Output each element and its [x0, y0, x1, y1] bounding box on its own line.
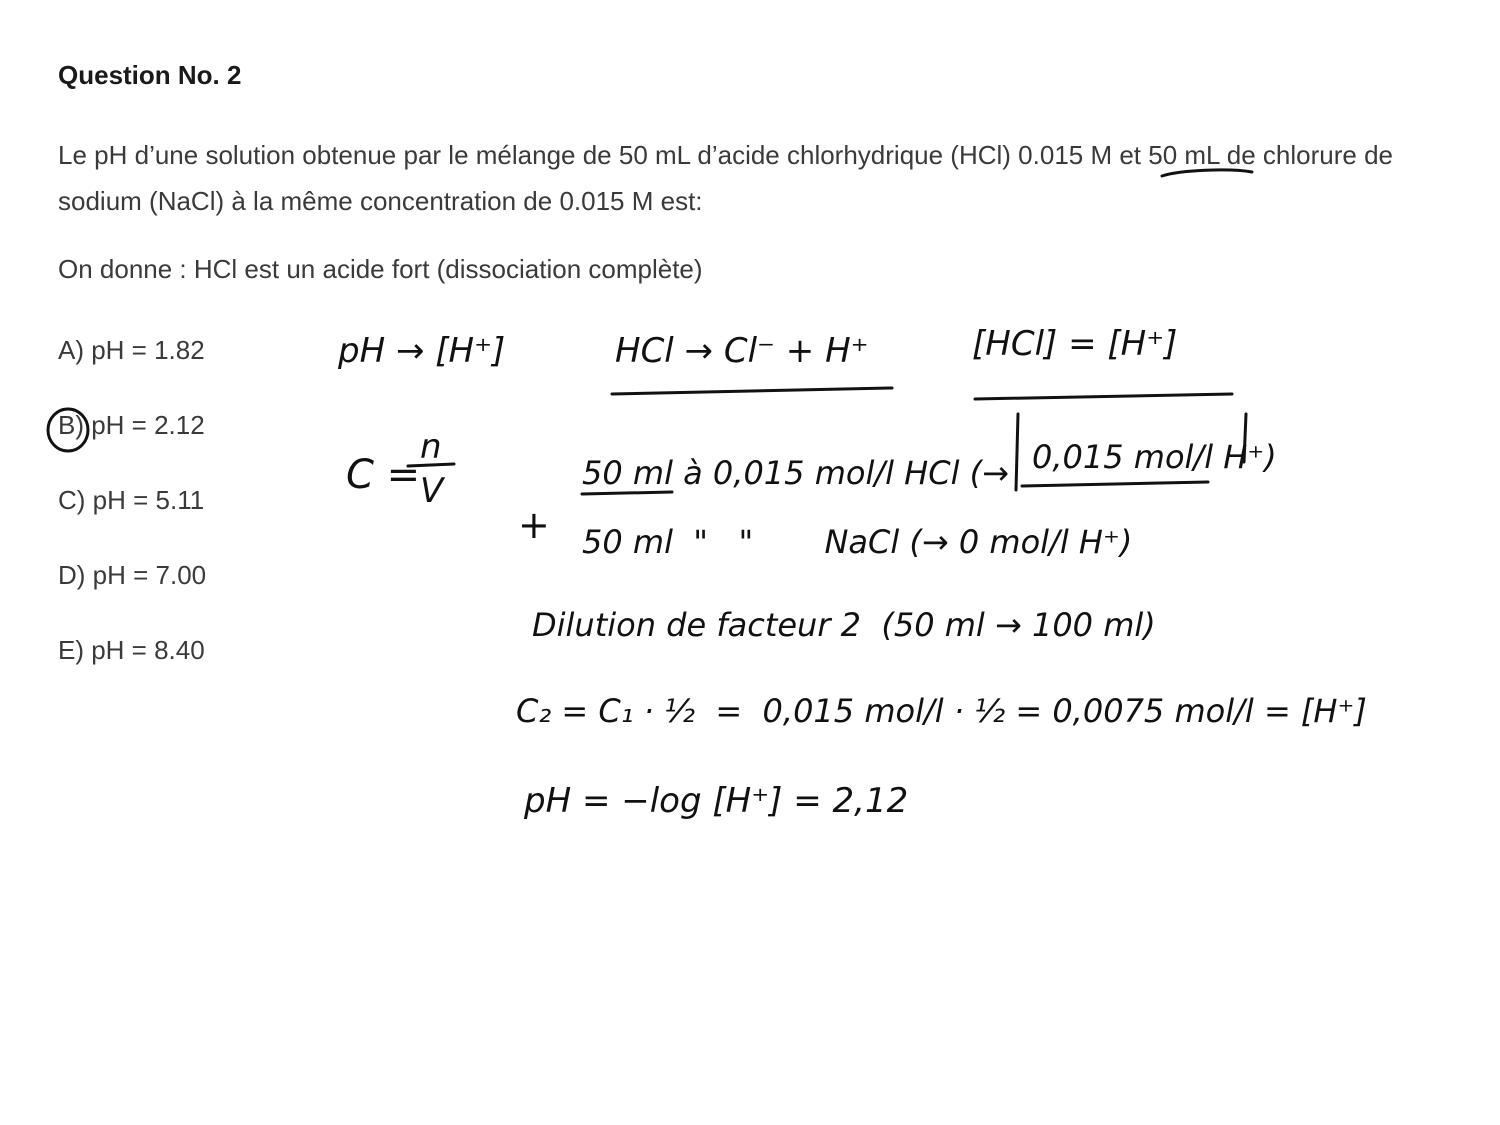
box-right	[1244, 414, 1246, 462]
hw-conc-formula-n: n	[420, 427, 442, 467]
box-left	[1016, 414, 1018, 490]
hw-plus: +	[518, 503, 550, 547]
option-b[interactable]: B) pH = 2.12	[58, 410, 205, 440]
hw-conc-formula-c: C =	[346, 452, 421, 498]
answer-circle-b	[48, 409, 88, 451]
hw-ph-relation: pH → [H⁺]	[338, 331, 506, 371]
box-bottom	[1022, 482, 1208, 486]
underline-dissociation	[612, 388, 892, 394]
hw-ph-calc: pH = −log [H⁺] = 2,12	[524, 781, 909, 821]
option-d[interactable]: D) pH = 7.00	[58, 560, 207, 590]
hw-dissociation: HCl → Cl⁻ + H⁺	[615, 331, 869, 371]
fraction-bar	[408, 464, 454, 466]
hw-conc-formula-v: V	[420, 471, 444, 511]
question-text: Le pH d’une solution obtenue par le mélange de 50 mL d’acide chlorhydrique (HCl) 0.015 M et 50 mL de chlorure de sodium (NaCl) à la même concentration de 0.015 M est:	[58, 140, 1393, 216]
question-title: Question No. 2	[58, 60, 242, 90]
hw-line-hcl: 50 ml à 0,015 mol/l HCl (→	[582, 454, 1009, 492]
underline-equality	[975, 394, 1232, 399]
underline-concentration	[1162, 170, 1252, 176]
option-e[interactable]: E) pH = 8.40	[58, 635, 205, 665]
hw-line-nacl: 50 ml " " NaCl (→ 0 mol/l H⁺)	[582, 523, 1133, 561]
option-a[interactable]: A) pH = 1.82	[58, 335, 205, 365]
question-given: On donne : HCl est un acide fort (dissociation complète)	[58, 254, 703, 284]
option-c[interactable]: C) pH = 5.11	[58, 485, 205, 515]
hw-c2-calc: C₂ = C₁ · ½ = 0,015 mol/l · ½ = 0,0075 mol/l = [H⁺]	[516, 692, 1367, 730]
hw-dilution: Dilution de facteur 2 (50 ml → 100 ml)	[532, 606, 1156, 644]
hw-equality: [HCl] = [H⁺]	[972, 324, 1178, 364]
hw-line-hcl-boxed: 0,015 mol/l H⁺)	[1032, 438, 1277, 476]
underline-50ml	[582, 492, 672, 494]
